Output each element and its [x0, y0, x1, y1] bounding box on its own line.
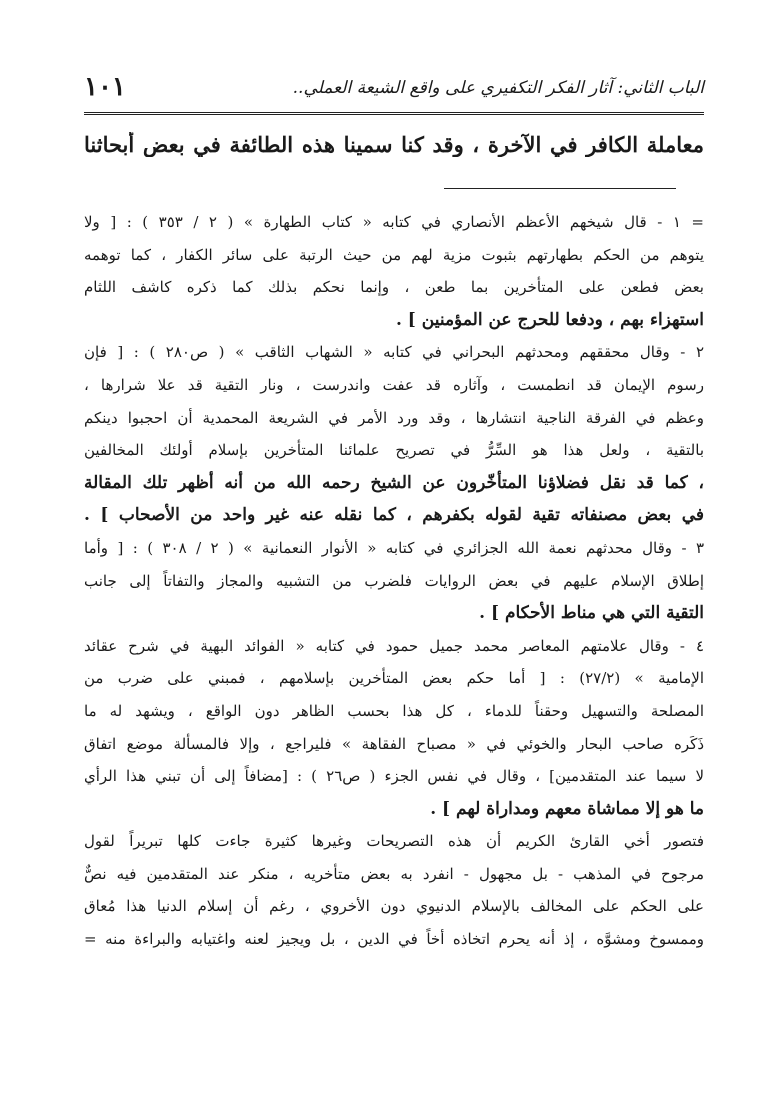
footnote-line: بعض فطعن على المتأخرين بما طعن ، وإنما نحكم بذلك كما ذكره كاشف اللثام — [84, 278, 704, 297]
footnote-line: في بعض مصنفاته تقية لقوله بكفرهم ، كما نقله عنه غير واحد من الأصحاب ] . — [84, 505, 704, 526]
footnote-line: بالتقية ، ولعل هذا هو السِّرُّ في تصريح علمائنا المتأخرين بإسلام أولئك المخالفين — [84, 441, 704, 460]
footnote-line: ٣ - وقال محدثهم نعمة الله الجزائري في كتابه « الأنوار النعمانية » ( ٢ / ٣٠٨ ) : [ وأما — [84, 538, 704, 557]
footnote-line: مرجوح في المذهب - بل مجهول - انفرد به بعض متأخريه ، منكر عند المتقدمين فيه نصٌّ — [84, 864, 704, 883]
footnote-line: التقية التي هي مناط الأحكام ] . — [479, 603, 704, 624]
header-rule — [84, 112, 704, 115]
footnote-line: الإمامية » (٢٧/٢) : [ أما حكم بعض المتأخرين بإسلامهم ، فمبني على ضرب من — [84, 669, 704, 688]
page-number: ١٠١ — [84, 72, 126, 102]
footnote-line: ذَكَره صاحب البحار والخوئي في « مصباح الفقاهة » فليراجع ، وإلا فالمسألة موضع اتفاق — [84, 734, 704, 753]
footnote-line: المصلحة والتسهيل وحقناً للدماء ، كل هذا بحسب الظاهر دون الواقع ، ويشهد له ما — [84, 701, 704, 720]
footnotes — [84, 206, 704, 956]
footnote-line: إطلاق الإسلام عليهم في بعض الروايات فلضرب من التشبيه والمجاز والتفاتاً إلى جانب — [84, 571, 704, 590]
running-title: الباب الثاني: آثار الفكر التكفيري على واقع الشيعة العملي.. — [292, 78, 704, 98]
footnote-line: = ١ - قال شيخهم الأعظم الأنصاري في كتابه « كتاب الطهارة » ( ٢ / ٣٥٣ ) : [ ولا — [84, 213, 704, 231]
footnote-line: فتصور أخي القارئ الكريم أن هذه التصريحات وغيرها كثيرة جاءت كلها تبريراً لقول — [84, 832, 704, 851]
footnote-line: وعظم في الفرقة الناجية انتشارها ، وقد ورد الأمر في الشريعة المحمدية أن احجبوا دينكم — [84, 408, 704, 427]
footnote-line: ٤ - وقال علامتهم المعاصر محمد جميل حمود في كتابه « الفوائد البهية في شرح عقائد — [84, 636, 704, 655]
body-text-line: معاملة الكافر في الآخرة ، وقد كنا سمينا هذه الطائفة في بعض أبحاثنا — [84, 132, 704, 157]
footnote-line: لا سيما عند المتقدمين] ، وقال في نفس الجزء ( ص٢٦ ) : [مضافاً إلى أن تبني هذا الرأي — [84, 767, 704, 786]
footnote-line: رسوم الإيمان قد انطمست ، وآثاره قد عفت واندرست ، ونار التقية قد علا شرارها ، — [84, 375, 704, 394]
footnote-line: يتوهم من الحكم بطهارتهم بثبوت مزية لهم من حيث الرتبة على سائر الكفار ، كما توهمه — [84, 245, 704, 264]
footnote-line: استهزاء بهم ، ودفعا للحرج عن المؤمنين ] . — [395, 309, 704, 330]
footnote-line: على الحكم على المخالف بالإسلام الدنيوي دون الأخروي ، رغم أن إسلام الدنيا هذا مُعاق — [84, 897, 704, 916]
footnote-line: وممسوخ ومشوَّه ، إذ أنه يحرم اتخاذه أخاً في الدين ، بل ويجيز لعنه واغتيابه والبراءة منه = — [84, 930, 704, 949]
footnote-line: ، كما قد نقل فضلاؤنا المتأخّرون عن الشيخ رحمه الله من أنه أظهر تلك المقالة — [84, 472, 704, 493]
footnote-line: ٢ - وقال محققهم ومحدثهم البحراني في كتابه « الشهاب الثاقب » ( ص٢٨٠ ) : [ فإن — [84, 343, 704, 362]
page-header — [84, 72, 704, 106]
footnote-separator — [444, 188, 676, 189]
footnote-line: ما هو إلا مماشاة معهم ومداراة لهم ] . — [430, 798, 704, 819]
